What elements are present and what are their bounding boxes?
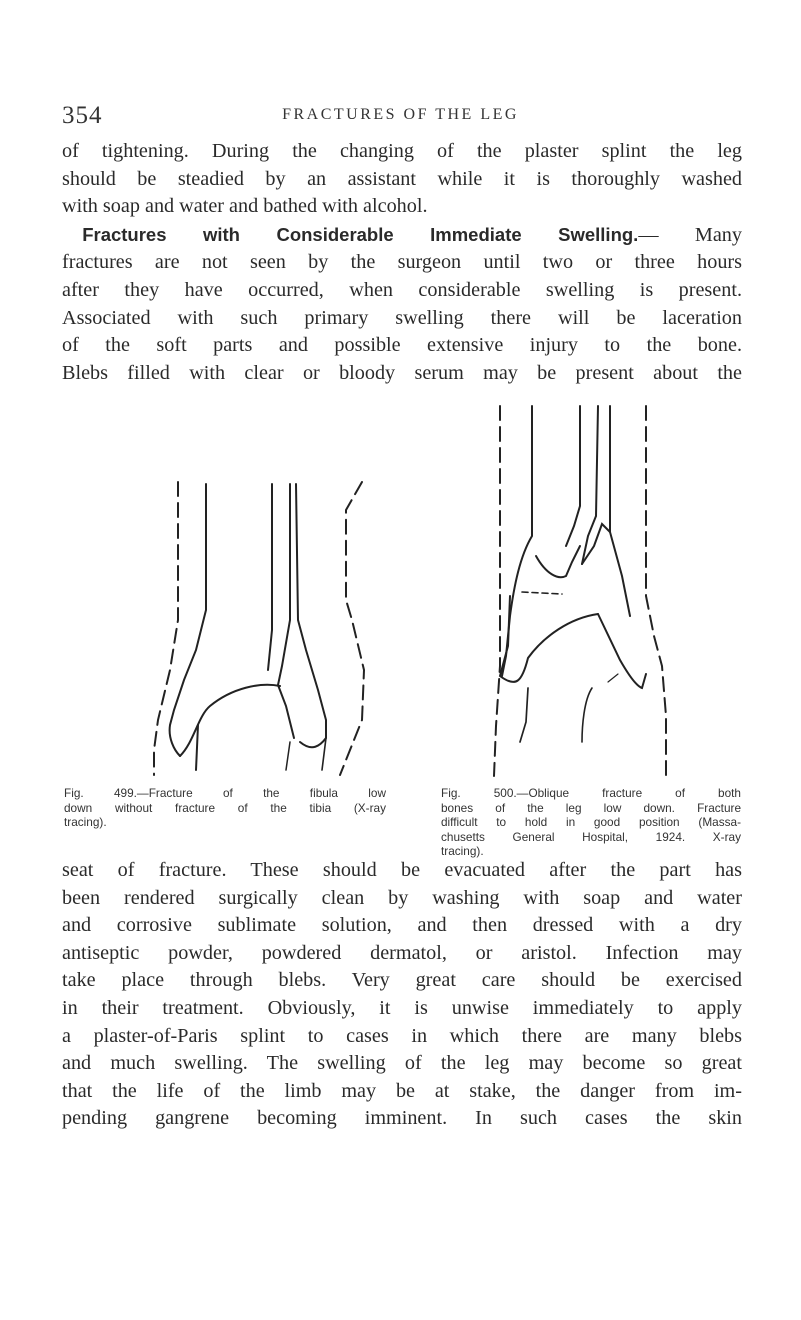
caption-line: Fig. 499.—Fracture of the fibula low: [64, 786, 386, 800]
leg-outline-left: [154, 482, 178, 775]
tibia-lower-left: [196, 725, 198, 770]
figure-499-caption: [64, 786, 386, 830]
fibula-right-border: [296, 484, 326, 747]
text-line: and much swelling. The swelling of the leg may become so great: [62, 1052, 742, 1075]
ankle-joint-line: [180, 685, 280, 756]
caption-line: tracing).: [64, 815, 107, 830]
text-line: Associated with such primary swelling there will be laceration: [62, 306, 742, 329]
paragraph-bottom: [62, 857, 742, 1133]
text-line: that the life of the limb may be at stake, the danger from im-: [62, 1079, 742, 1102]
tibia-left-border: [502, 406, 532, 676]
text-line: a plaster-of-Paris splint to cases in which there are many blebs: [62, 1024, 742, 1047]
section-heading-line: [62, 221, 742, 250]
medial-mark: [608, 674, 618, 682]
caption-line: difficult to hold in good position (Massa-: [441, 815, 741, 830]
caption-line: down without fracture of the tibia (X-ray: [64, 800, 386, 815]
fibula-right-border: [610, 406, 630, 616]
tibia-fracture-line: [536, 546, 580, 577]
caption-line: bones of the leg low down. Fracture: [441, 800, 741, 815]
text-line: Blebs filled with clear or bloody serum may be present about the: [62, 361, 742, 384]
fibula-fracture-line: [278, 685, 294, 738]
tibia-left-border: [170, 484, 206, 756]
text-line: of the soft parts and possible extensive injury to the bone.: [62, 334, 742, 357]
text-line: after they have occurred, when considerable swelling is present.: [62, 278, 742, 301]
talus-outline: [520, 688, 528, 742]
text-line: and corrosive sublimate solution, and then dressed with a dry: [62, 914, 742, 937]
tibia-lower-fragment: [500, 596, 598, 682]
fibula-left-border: [278, 484, 290, 685]
text-line: in their treatment. Obviously, it is unwise immediately to apply: [62, 996, 742, 1019]
figure-500-xray-tracing: [470, 396, 700, 781]
text-line: fractures are not seen by the surgeon until two or three hours: [62, 251, 742, 274]
text-line: antiseptic powder, powdered dermatol, or aristol. Infection may: [62, 941, 742, 964]
section-heading-tail: — Many: [638, 223, 742, 246]
paragraph-top: [62, 138, 742, 387]
text-line: should be steadied by an assistant while it is thoroughly washed: [62, 167, 742, 190]
caption-line: Fig. 500.—Oblique fracture of both: [441, 786, 741, 800]
text-line: pending gangrene becoming imminent. In such cases the skin: [62, 1107, 742, 1130]
running-head: FRACTURES OF THE LEG: [282, 106, 519, 123]
leg-outline-right: [646, 406, 666, 776]
text-line: seat of fracture. These should be evacuated after the part has: [62, 859, 742, 881]
text-line: been rendered surgically clean by washing with soap and water: [62, 886, 742, 909]
caption-line: tracing).: [441, 844, 484, 859]
tibia-fracture-edge: [522, 592, 562, 594]
leg-outline-right: [340, 482, 364, 775]
tibia-right-border: [268, 484, 272, 670]
figure-500-caption: [441, 786, 741, 859]
text-line: with soap and water and bathed with alcohol.: [62, 195, 428, 218]
leg-outline-left: [494, 406, 500, 776]
text-line: of tightening. During the changing of the plaster splint the leg: [62, 140, 742, 162]
tibia-right-border: [566, 406, 580, 546]
section-heading: Fractures with Considerable Immediate Swelling.: [82, 223, 639, 245]
page-number: 354: [62, 102, 103, 129]
caption-line: chusetts General Hospital, 1924. X-ray: [441, 829, 741, 844]
talus-arc: [286, 742, 290, 770]
talus-arc: [582, 688, 592, 742]
fibula-lower-fragment: [598, 614, 646, 688]
text-line: take place through blebs. Very great care should be exercised: [62, 969, 742, 992]
figure-499-xray-tracing: [150, 470, 400, 780]
